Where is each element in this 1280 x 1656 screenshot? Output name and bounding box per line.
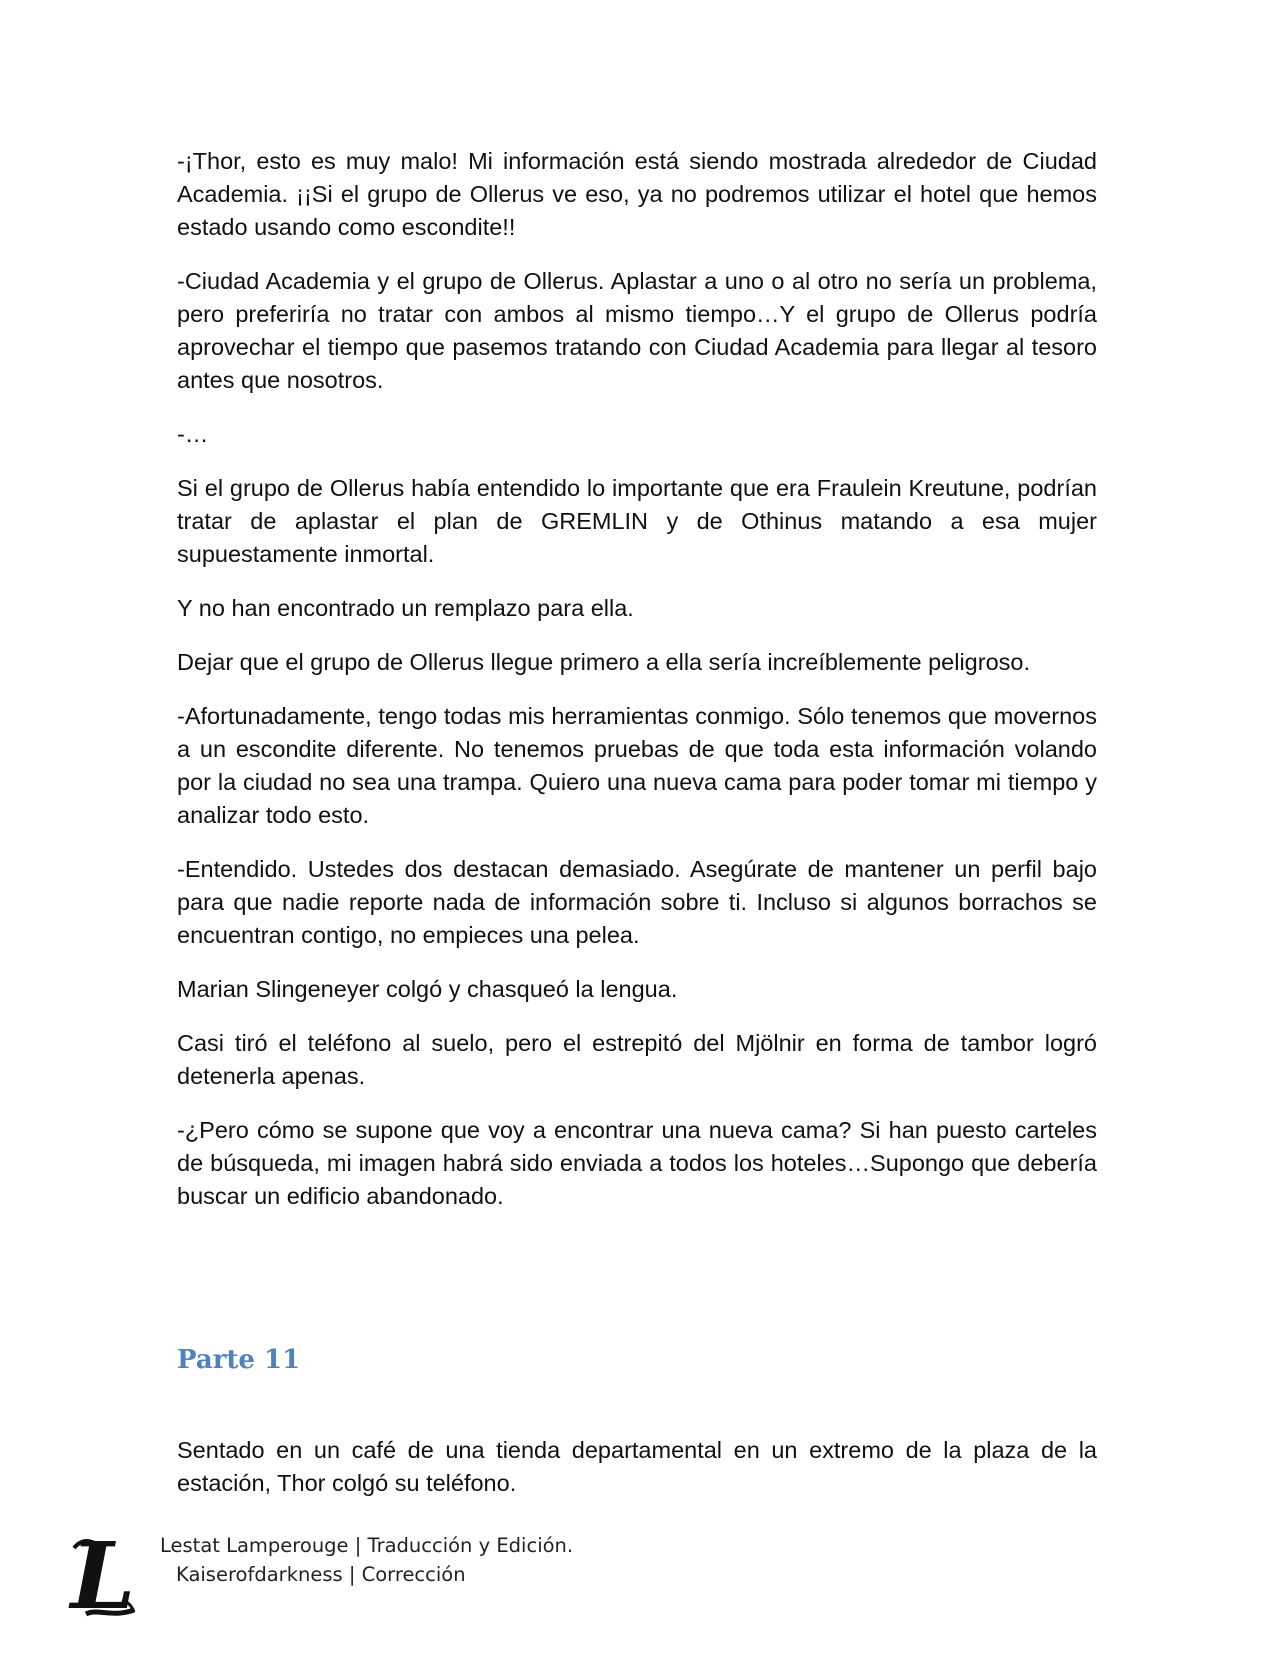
body-text [177,145,1097,1234]
gothic-l-logo-icon [68,1530,138,1620]
paragraph: Si el grupo de Ollerus había entendido lo importante que era Fraulein Kreutune, podrían tratar de aplastar el plan de GREMLIN y de Othinus matando a esa mujer supuestamente inmortal. [177,475,1097,567]
paragraph: Casi tiró el teléfono al suelo, pero el estrepitó del Mjölnir en forma de tambor logró detenerla apenas. [177,1030,1097,1089]
section-body-text [177,1434,1097,1521]
paragraph: -¿Pero cómo se supone que voy a encontrar una nueva cama? Si han puesto carteles de búsqueda, mi imagen habrá sido enviada a todos los hoteles…Supongo que debería buscar un edificio abandonado. [177,1117,1097,1209]
paragraph: -¡Thor, esto es muy malo! Mi información está siendo mostrada alrededor de Ciudad Academia. ¡¡Si el grupo de Ollerus ve eso, ya no podremos utilizar el hotel que hemos estado usando como escondite!! [177,148,1097,240]
paragraph: -Afortunadamente, tengo todas mis herramientas conmigo. Sólo tenemos que movernos a un escondite diferente. No tenemos pruebas de que toda esta información volando por la ciudad no sea una trampa. Quiero una nueva cama para poder tomar mi tiempo y analizar todo esto. [177,703,1097,828]
paragraph: -Ciudad Academia y el grupo de Ollerus. Aplastar a uno o al otro no sería un problema, pero preferiría no tratar con ambos al mismo tiempo…Y el grupo de Ollerus podría aprovechar el tiempo que pasemos tratando con Ciudad Academia para llegar al tesoro antes que nosotros. [177,268,1097,393]
footer-credit-correction: Kaiserofdarkness | Corrección [176,1563,466,1586]
paragraph: Y no han encontrado un remplazo para ella. [177,595,634,621]
section-heading: Parte 11 [177,1345,301,1375]
page-footer [60,1530,760,1630]
paragraph: Dejar que el grupo de Ollerus llegue primero a ella sería increíblemente peligroso. [177,649,1030,675]
footer-credit-translation: Lestat Lamperouge | Traducción y Edición. [160,1534,574,1557]
paragraph: Sentado en un café de una tienda departamental en un extremo de la plaza de la estación, Thor colgó su teléfono. [177,1437,1097,1496]
logo-letter: L [70,1530,136,1620]
paragraph: -… [177,421,209,447]
paragraph: Marian Slingeneyer colgó y chasqueó la lengua. [177,976,678,1002]
paragraph: -Entendido. Ustedes dos destacan demasiado. Asegúrate de mantener un perfil bajo para que nadie reporte nada de información sobre ti. Incluso si algunos borrachos se encuentran contigo, no empieces una pelea. [177,856,1097,948]
